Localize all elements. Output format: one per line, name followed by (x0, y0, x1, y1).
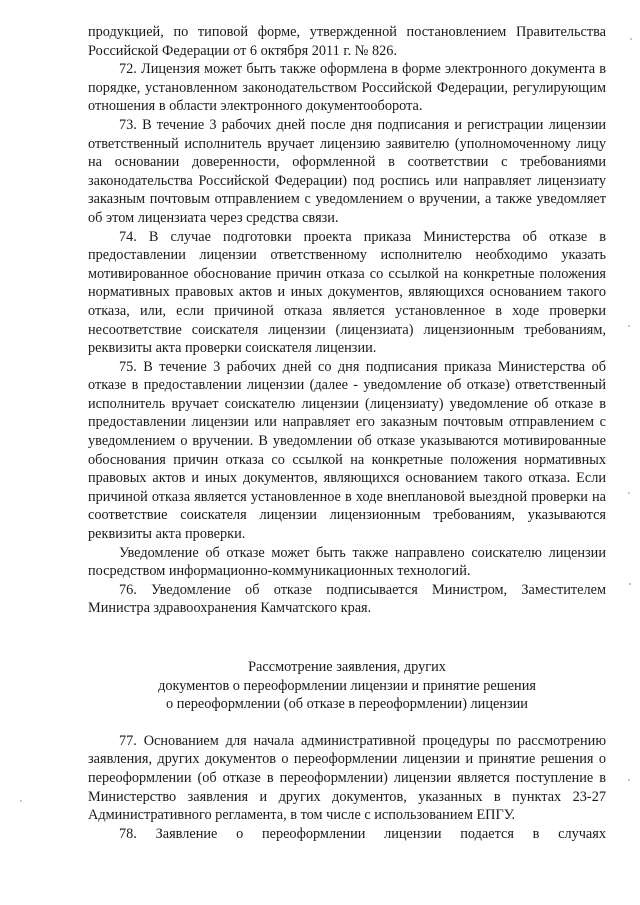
paragraph-75: 75. В течение 3 рабочих дней со дня подписания приказа Министерства об отказе в предоставлении лицензии (далее - уведомление об отказе) ответственный исполнитель вручает соискателю лицензии (лицензиату) уведомление об отказе в предоставлении лицензии или направляет его заказным почтовым отправлением с уведомлением о вручении. В уведомлении об отказе указываются мотивированные обоснования причин отказа со ссылкой на конкретные положения нормативных правовых актов и иных документов, являющихся основанием такого отказа. Если причиной отказа является установленное в ходе внеплановой выездной проверки на соответствие соискателя лицензии лицензионным требованиям, указываются реквизиты акта проверки. (88, 358, 606, 543)
paragraph-76: 76. Уведомление об отказе подписывается Министром, Заместителем Министра здравоохранения Камчатского края. (88, 581, 606, 617)
scan-speck (628, 325, 630, 327)
section-heading (88, 658, 606, 714)
paragraph-73: 73. В течение 3 рабочих дней после дня подписания и регистрации лицензии ответственный исполнитель вручает лицензию заявителю (уполномоченному лицу на основании доверенности, оформленной в соответствии с требованиями законодательства Российской Федерации) под роспись или направляет лицензиату заказным почтовым отправлением с уведомлением о вручении, а также уведомляет об этом лицензиата через средства связи. (88, 116, 606, 226)
section-heading-line-2: документов о переоформлении лицензии и принятие решения (158, 677, 536, 694)
document-body (88, 23, 606, 843)
paragraph-74: 74. В случае подготовки проекта приказа Министерства об отказе в предоставлении лицензии ответственному исполнителю необходимо указать мотивированное обоснование причин отказа со ссылкой на конкретные положения нормативных правовых актов и иных документов, являющихся основанием такого отказа, или, если причиной отказа является установленное в ходе проверки несоответствие соискателя лицензии (лицензиата) лицензионным требованиям, реквизиты акта проверки соискателя лицензии. (88, 228, 606, 357)
paragraph-continuation: продукцией, по типовой форме, утвержденной постановлением Правительства Российской Федерации от 6 октября 2011 г. № 826. (88, 24, 606, 59)
scan-speck (628, 779, 630, 781)
scan-speck (628, 492, 630, 494)
section-heading-line-1: Рассмотрение заявления, других (248, 659, 446, 675)
scan-speck (20, 800, 22, 802)
section-gap (88, 618, 606, 658)
paragraph-78: 78. Заявление о переоформлении лицензии подается в случаях (119, 825, 606, 842)
paragraph-notice: Уведомление об отказе может быть также направлено соискателю лицензии посредством информационно-коммуникационных технологий. (88, 544, 606, 580)
heading-gap (88, 714, 606, 732)
paragraph-72: 72. Лицензия может быть также оформлена в форме электронного документа в порядке, установленном законодательством Российской Федерации, регулирующим отношения в области электронного документооборота. (88, 61, 606, 115)
paragraph-77: 77. Основанием для начала административной процедуры по рассмотрению заявления, других документов о переоформлении лицензии и принятие решения о переоформлении (об отказе в переоформлении) лицензии является поступление в Министерство заявления и других документов, указанных в пунктах 23-27 Административного регламента, в том числе с использованием ЕПГУ. (88, 732, 606, 824)
scan-speck (629, 583, 631, 585)
section-heading-line-3: о переоформлении (об отказе в переоформлении) лицензии (166, 696, 528, 713)
scan-speck (630, 38, 632, 40)
